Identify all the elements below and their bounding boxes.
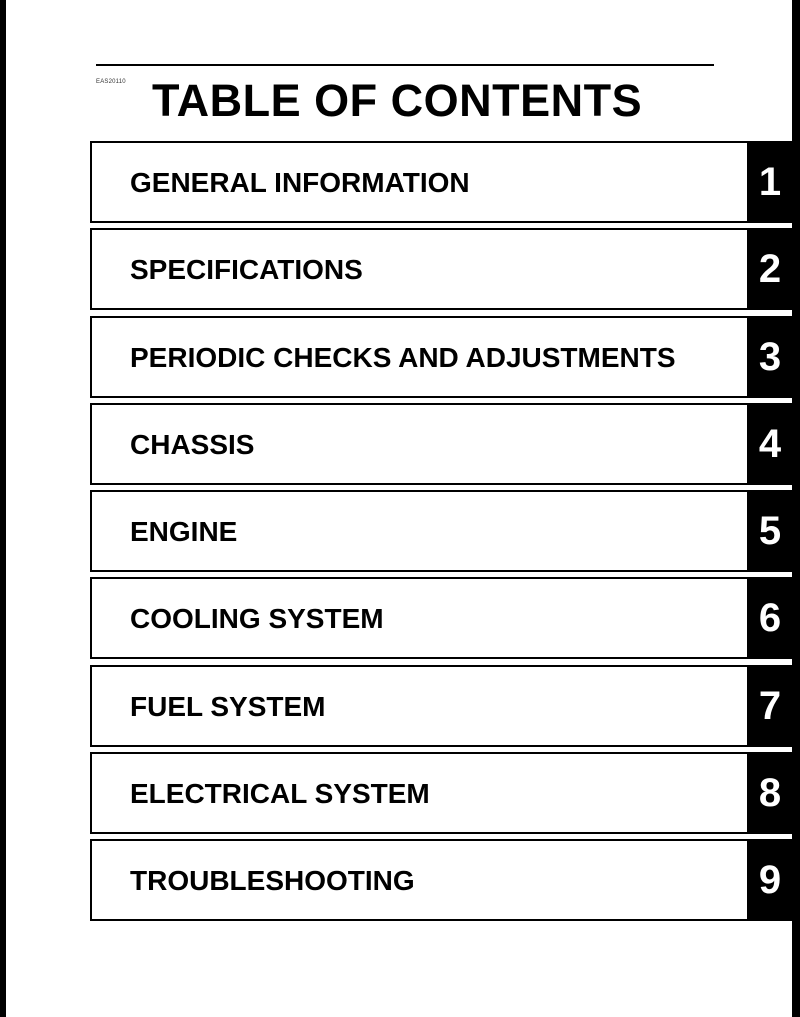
document-code: EAS20110 bbox=[96, 79, 126, 85]
toc-item-label: PERIODIC CHECKS AND ADJUSTMENTS bbox=[130, 341, 676, 373]
section-tab-number[interactable]: 9 bbox=[747, 839, 793, 921]
toc-item-cooling-system[interactable] bbox=[90, 576, 793, 658]
header-rule bbox=[96, 64, 714, 66]
toc-item-chassis[interactable] bbox=[90, 402, 793, 484]
toc-item-label: COOLING SYSTEM bbox=[130, 603, 384, 635]
toc-item-troubleshooting[interactable] bbox=[90, 838, 793, 920]
toc-item-fuel-system[interactable] bbox=[90, 664, 793, 746]
toc-item-general-information[interactable] bbox=[90, 140, 793, 222]
section-tab-number[interactable]: 7 bbox=[747, 665, 793, 747]
section-tab-number[interactable]: 6 bbox=[747, 577, 793, 659]
toc-item-box bbox=[90, 839, 749, 921]
toc-item-label: ENGINE bbox=[130, 516, 238, 548]
toc-item-electrical-system[interactable] bbox=[90, 751, 793, 833]
toc-item-box bbox=[90, 403, 749, 485]
toc-item-label: FUEL SYSTEM bbox=[130, 690, 326, 722]
toc-item-label: SPECIFICATIONS bbox=[130, 254, 363, 286]
section-tab-number[interactable]: 8 bbox=[747, 752, 793, 834]
toc-item-label: GENERAL INFORMATION bbox=[130, 167, 470, 198]
toc-item-engine[interactable] bbox=[90, 489, 793, 571]
page-title: TABLE OF CONTENTS bbox=[152, 75, 643, 126]
toc-item-specifications[interactable] bbox=[90, 227, 793, 309]
section-tab-number[interactable]: 5 bbox=[747, 490, 793, 572]
toc-item-label: ELECTRICAL SYSTEM bbox=[130, 778, 430, 810]
toc-item-box bbox=[90, 490, 749, 572]
toc-item-box bbox=[90, 752, 749, 834]
section-tab-number[interactable]: 2 bbox=[747, 228, 793, 310]
section-tab-number[interactable]: 1 bbox=[747, 141, 793, 223]
toc-item-box bbox=[90, 141, 749, 223]
toc-item-box bbox=[90, 228, 749, 310]
toc-item-box bbox=[90, 316, 749, 398]
section-tab-number[interactable]: 4 bbox=[747, 403, 793, 485]
table-of-contents bbox=[90, 140, 793, 926]
toc-item-label: CHASSIS bbox=[130, 428, 255, 460]
toc-item-label: TROUBLESHOOTING bbox=[130, 865, 415, 897]
toc-item-box bbox=[90, 577, 749, 659]
section-tab-number[interactable]: 3 bbox=[747, 316, 793, 398]
toc-item-periodic-checks[interactable] bbox=[90, 315, 793, 397]
toc-item-box bbox=[90, 665, 749, 747]
